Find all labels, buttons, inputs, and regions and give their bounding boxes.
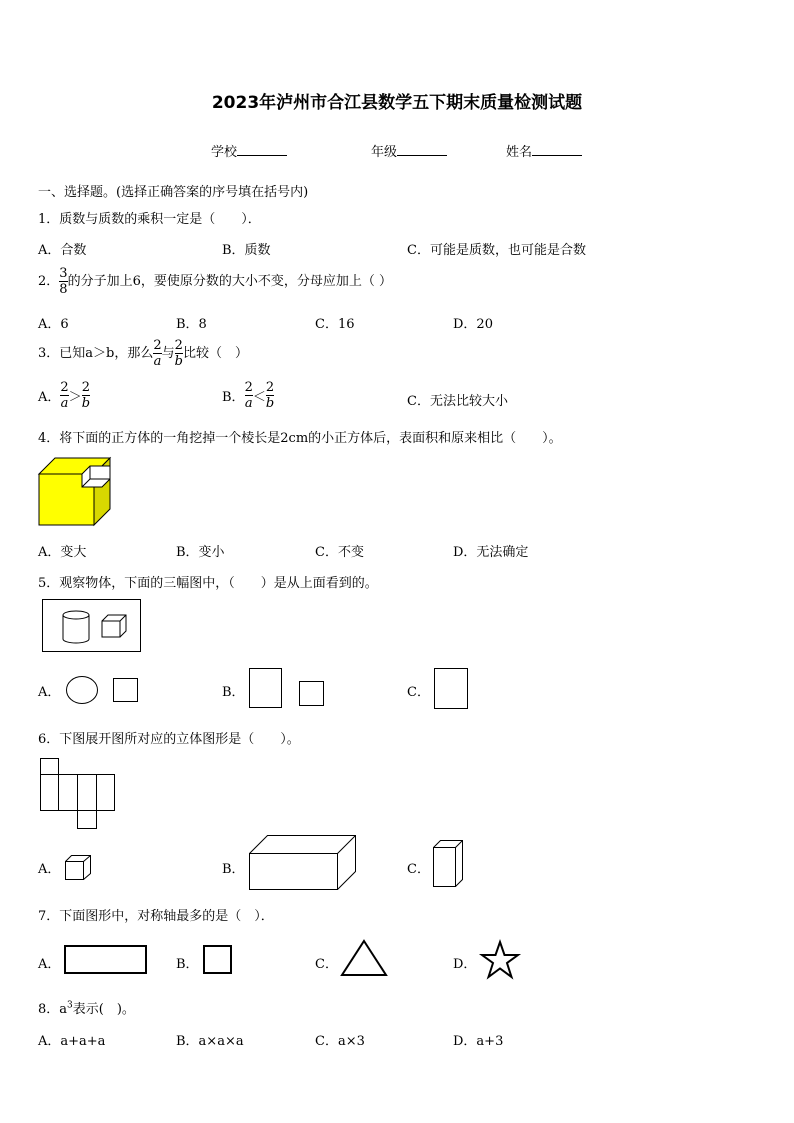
q3-a-right-num: 2 — [81, 380, 90, 395]
q7-option-a-label[interactable]: A． — [38, 957, 61, 972]
q2-option-c[interactable]: C．16 — [315, 317, 355, 332]
q2-frac-denominator: 8 — [59, 282, 68, 297]
rectangle-outline — [65, 946, 146, 973]
cube-net-figure — [40, 758, 116, 830]
q8-exponent: 3 — [67, 1000, 73, 1011]
section-heading: 一、选择题。(选择正确答案的序号填在括号内) — [38, 185, 309, 200]
q3-f2-numerator: 2 — [174, 338, 183, 353]
q7-option-d-label[interactable]: D． — [453, 957, 477, 972]
q3-stem-mid: 与 — [161, 346, 175, 361]
prism-edge — [456, 841, 463, 848]
net-bottom-face — [78, 811, 97, 829]
q3-stem-post: 比较（ ） — [182, 346, 248, 361]
q6-option-b-label[interactable]: B． — [222, 862, 245, 877]
q2-option-a[interactable]: A．6 — [38, 317, 69, 332]
school-field[interactable] — [211, 141, 287, 160]
q6-option-b-box[interactable] — [249, 835, 359, 891]
square-outline — [204, 946, 231, 973]
q1-option-c[interactable]: C．可能是质数，也可能是合数 — [407, 243, 586, 258]
q8-stem-pre: 8．a — [38, 1002, 68, 1017]
q7-square[interactable] — [203, 945, 233, 975]
q5-option-a-label[interactable]: A． — [38, 685, 61, 700]
q5-option-b-label[interactable]: B． — [222, 685, 245, 700]
question-7-stem: 7．下面图形中，对称轴最多的是（ ）． — [38, 909, 274, 924]
q7-option-b-label[interactable]: B． — [176, 957, 199, 972]
q3-option-a-label: A． — [38, 390, 61, 405]
circle-shape — [67, 677, 98, 704]
q8-stem-post: 表示( )。 — [72, 1002, 135, 1017]
q2-fraction — [59, 267, 67, 296]
q3-a-left-den: a — [60, 396, 69, 411]
removed-corner-notch — [82, 466, 110, 487]
q3-f1-denominator: a — [153, 354, 162, 369]
q8-option-d[interactable]: D．a+3 — [453, 1034, 504, 1049]
q2-frac-numerator: 3 — [59, 266, 68, 281]
box-back — [250, 836, 356, 890]
q3-option-b[interactable] — [222, 381, 274, 410]
star-outline — [482, 942, 518, 977]
q7-triangle[interactable] — [340, 940, 388, 978]
cylinder-and-cube-figure — [42, 599, 142, 653]
q3-a-operator: ＞ — [68, 390, 82, 405]
small-square-shape — [300, 682, 324, 706]
q6-option-c-prism[interactable] — [433, 840, 465, 888]
q3-b-frac-right — [266, 381, 274, 410]
q2-stem-text: 的分子加上6，要使原分数的大小不变，分母应加上（ ） — [67, 274, 392, 289]
question-4-stem: 4．将下面的正方体的一角挖掉一个棱长是2cm的小正方体后，表面积和原来相比（ ）。 — [38, 431, 562, 446]
cylinder-top — [63, 611, 89, 619]
q1-option-a[interactable]: A．合数 — [38, 243, 87, 258]
question-8-stem — [38, 998, 135, 1017]
q8-option-a[interactable]: A．a+a+a — [38, 1034, 106, 1049]
box-edge — [338, 836, 356, 854]
q3-b-left-den: a — [244, 396, 253, 411]
grade-blank[interactable] — [397, 143, 447, 156]
q3-option-c[interactable]: C．无法比较大小 — [407, 394, 508, 409]
tall-rectangle-shape — [250, 669, 282, 708]
cube-a-edge — [84, 856, 91, 862]
q3-b-right-num: 2 — [265, 380, 275, 395]
name-label: 姓名 — [506, 145, 533, 160]
q3-option-b-label: B． — [222, 390, 245, 405]
q2-number: 2． — [38, 274, 60, 289]
cube-with-corner-removed-figure — [38, 457, 112, 527]
q5-option-a-figure[interactable] — [66, 676, 140, 704]
q3-b-operator: ＜ — [252, 390, 266, 405]
question-5-stem: 5．观察物体，下面的三幅图中，（ ）是从上面看到的。 — [38, 576, 378, 591]
q6-option-c-label[interactable]: C． — [407, 862, 430, 877]
q7-star[interactable] — [481, 941, 521, 979]
q4-option-d[interactable]: D．无法确定 — [453, 545, 529, 560]
prism-front — [434, 848, 456, 887]
net-top-face — [41, 759, 59, 775]
q3-b-right-den: b — [265, 396, 275, 411]
q7-option-c-label[interactable]: C． — [315, 957, 338, 972]
name-field[interactable] — [506, 141, 582, 160]
q2-option-d[interactable]: D．20 — [453, 317, 493, 332]
q5-option-b-figure[interactable] — [249, 668, 327, 708]
q3-f2-denominator: b — [174, 354, 183, 369]
q3-stem-pre: 3．已知a＞b，那么 — [38, 346, 154, 361]
q6-option-a-label[interactable]: A． — [38, 862, 61, 877]
triangle-outline — [342, 941, 386, 975]
q3-fraction-2a — [153, 339, 161, 368]
q4-option-c[interactable]: C．不变 — [315, 545, 364, 560]
cube-a-front — [66, 862, 84, 880]
q3-a-right-den: b — [81, 396, 91, 411]
question-1-stem: 1．质数与质数的乘积一定是（ ）． — [38, 212, 261, 227]
school-blank[interactable] — [237, 143, 287, 156]
grade-label: 年级 — [371, 145, 398, 160]
q7-rectangle[interactable] — [64, 945, 148, 975]
q3-b-frac-left — [245, 381, 253, 410]
q3-a-frac-left — [60, 381, 68, 410]
small-cube-edge — [120, 615, 126, 621]
question-6-stem: 6．下图展开图所对应的立体图形是（ ）。 — [38, 732, 300, 747]
name-blank[interactable] — [532, 143, 582, 156]
grade-field[interactable] — [371, 141, 447, 160]
page-title: 2023年泸州市合江县数学五下期末质量检测试题 — [211, 93, 583, 113]
question-3-stem — [38, 339, 248, 368]
q5-option-c-label[interactable]: C． — [407, 685, 430, 700]
small-cube-front — [102, 621, 120, 637]
q6-option-a-cube[interactable] — [65, 855, 93, 881]
q4-option-a[interactable]: A．变大 — [38, 545, 87, 560]
q8-option-c[interactable]: C．a×3 — [315, 1034, 365, 1049]
box-front — [250, 854, 338, 890]
q3-a-frac-right — [82, 381, 90, 410]
q1-option-b[interactable]: B．质数 — [222, 243, 271, 258]
school-label: 学校 — [211, 145, 238, 160]
q4-option-b[interactable]: B．变小 — [176, 545, 225, 560]
q3-option-a[interactable] — [38, 381, 90, 410]
q8-option-b[interactable]: B．a×a×a — [176, 1034, 244, 1049]
q3-fraction-2b — [175, 339, 183, 368]
q5-option-c-figure[interactable] — [434, 668, 470, 710]
question-2-stem — [38, 267, 392, 296]
q3-a-left-num: 2 — [60, 380, 69, 395]
q3-f1-numerator: 2 — [153, 338, 162, 353]
q3-b-left-num: 2 — [244, 380, 253, 395]
q2-option-b[interactable]: B．8 — [176, 317, 207, 332]
rectangle-shape — [435, 669, 468, 709]
square-shape — [114, 679, 138, 702]
